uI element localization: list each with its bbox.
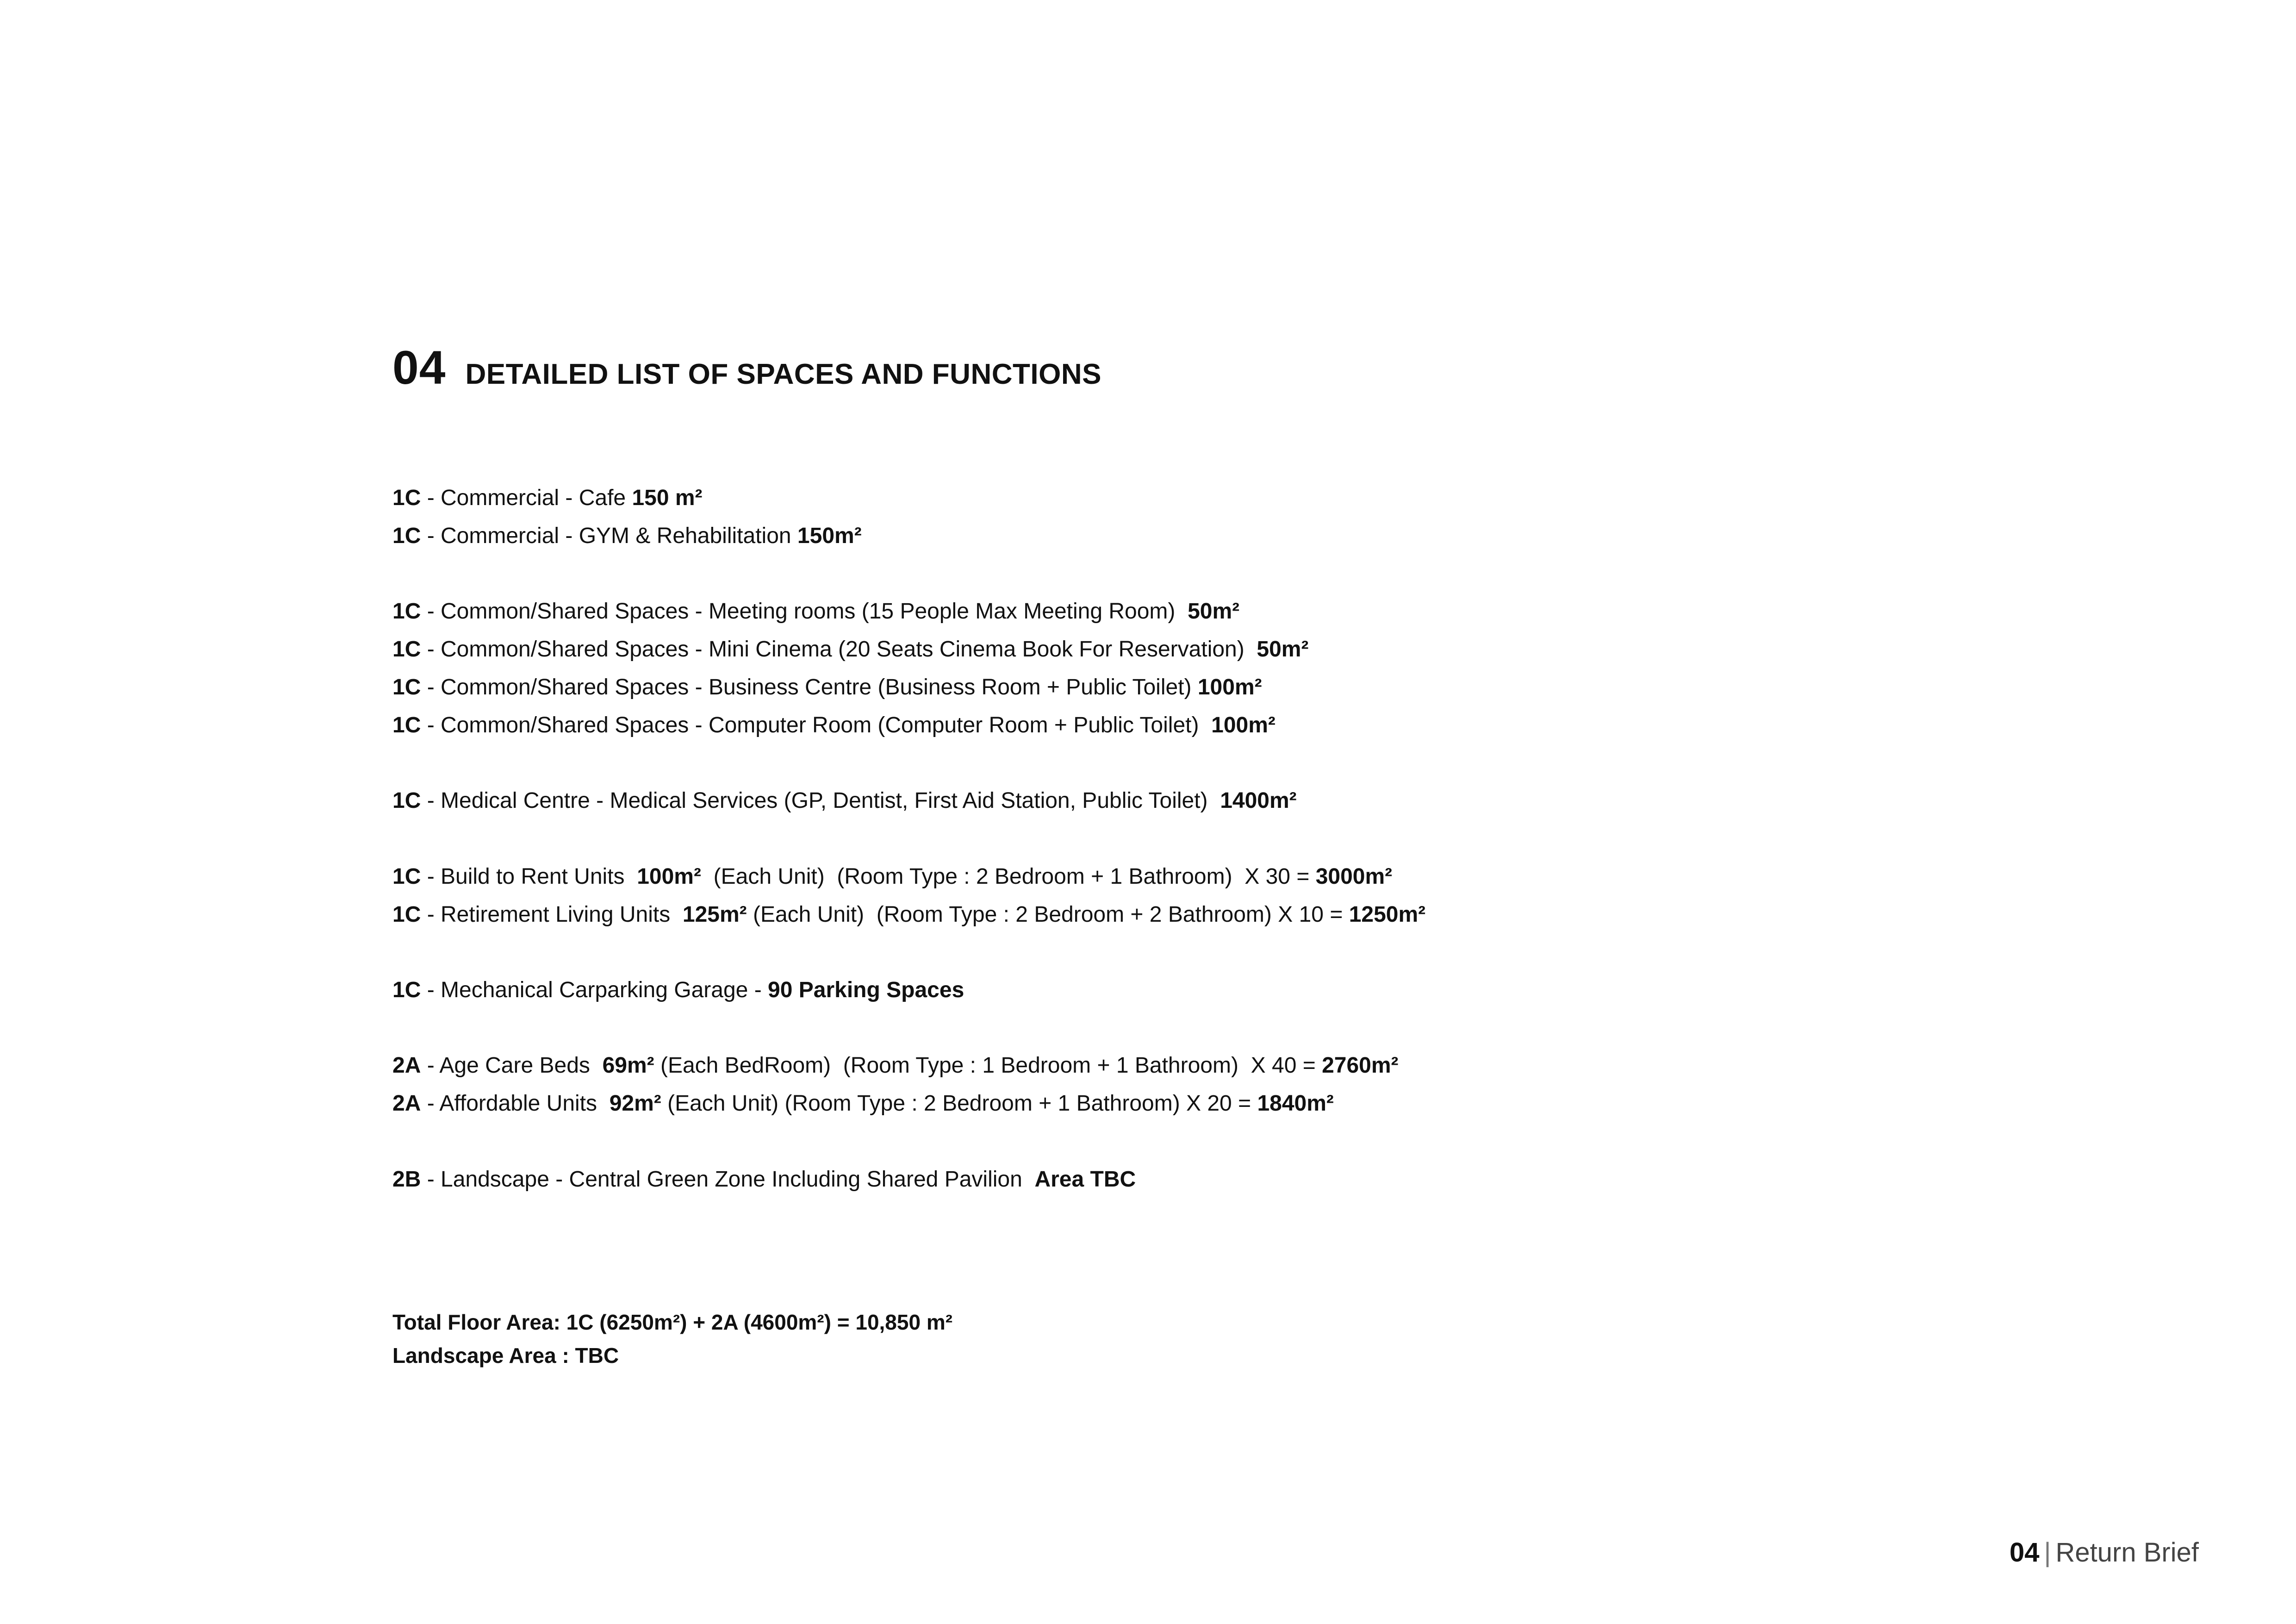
space-item — [392, 636, 1308, 663]
space-description: - Commercial - Cafe — [421, 486, 632, 510]
space-code: 1C — [392, 902, 421, 927]
space-area: 1400m² — [1220, 788, 1297, 813]
space-item — [392, 1090, 1334, 1118]
space-description: - Medical Centre - Medical Services (GP, Dentist, First Aid Station, Public Toilet) — [421, 788, 1220, 813]
space-area: 150m² — [797, 524, 862, 548]
space-description: - Common/Shared Spaces - Meeting rooms (15 People Max Meeting Room) — [421, 599, 1188, 624]
space-description: - Commercial - GYM & Rehabilitation — [421, 524, 797, 548]
total-floor-area: Total Floor Area: 1C (6250m²) + 2A (4600m²) = 10,850 m² — [392, 1310, 953, 1334]
space-area: 90 Parking Spaces — [768, 978, 964, 1002]
section-heading — [392, 341, 1101, 395]
space-code: 2B — [392, 1167, 421, 1192]
space-code: 1C — [392, 675, 421, 700]
space-area: Area TBC — [1034, 1167, 1136, 1192]
space-area: 50m² — [1257, 637, 1309, 662]
space-description: - Common/Shared Spaces - Computer Room (Computer Room + Public Toilet) — [421, 713, 1212, 737]
space-detail: (Each BedRoom) (Room Type : 1 Bedroom + 1 Bathroom) X 40 = — [654, 1053, 1322, 1078]
space-area: 50m² — [1188, 599, 1240, 624]
space-item — [392, 901, 1425, 929]
space-item — [392, 787, 1297, 815]
space-detail: (Each Unit) (Room Type : 2 Bedroom + 1 Bathroom) X 20 = — [661, 1091, 1257, 1116]
page-footer — [2010, 1537, 2199, 1568]
space-description: - Build to Rent Units — [421, 864, 637, 889]
section-title: DETAILED LIST OF SPACES AND FUNCTIONS — [465, 358, 1101, 390]
space-detail: (Each Unit) (Room Type : 2 Bedroom + 2 Bathroom) X 10 = — [747, 902, 1349, 927]
space-code: 1C — [392, 486, 421, 510]
section-number: 04 — [392, 341, 446, 394]
landscape-area: Landscape Area : TBC — [392, 1343, 619, 1368]
space-description: - Landscape - Central Green Zone Including Shared Pavilion — [421, 1167, 1035, 1192]
page-number: 04 — [2009, 1537, 2040, 1568]
space-description: - Retirement Living Units — [421, 902, 683, 927]
space-total: 3000m² — [1315, 864, 1393, 889]
space-code: 1C — [392, 599, 421, 624]
space-code: 1C — [392, 864, 421, 889]
space-code: 2A — [392, 1091, 421, 1116]
space-code: 2A — [392, 1053, 421, 1078]
space-item — [392, 863, 1392, 891]
space-area: 100m² — [1197, 675, 1262, 700]
footer-section-title: Return Brief — [2055, 1537, 2199, 1568]
footer-separator: | — [2044, 1537, 2051, 1568]
space-area: 92m² — [609, 1091, 661, 1116]
space-code: 1C — [392, 637, 421, 662]
space-code: 1C — [392, 978, 421, 1002]
space-code: 1C — [392, 524, 421, 548]
space-area: 100m² — [637, 864, 701, 889]
space-item — [392, 1166, 1136, 1193]
space-description: - Mechanical Carparking Garage - — [421, 978, 768, 1002]
space-code: 1C — [392, 788, 421, 813]
space-description: - Affordable Units — [421, 1091, 610, 1116]
space-total: 1250m² — [1349, 902, 1426, 927]
space-total: 1840m² — [1257, 1091, 1334, 1116]
space-area: 150 m² — [632, 486, 703, 510]
space-item — [392, 712, 1276, 739]
space-area: 100m² — [1211, 713, 1276, 737]
space-description: - Age Care Beds — [421, 1053, 603, 1078]
space-area: 69m² — [602, 1053, 654, 1078]
space-area: 125m² — [682, 902, 747, 927]
space-item — [392, 976, 964, 1004]
space-detail: (Each Unit) (Room Type : 2 Bedroom + 1 Bathroom) X 30 = — [701, 864, 1316, 889]
space-description: - Common/Shared Spaces - Mini Cinema (20 Seats Cinema Book For Reservation) — [421, 637, 1257, 662]
space-code: 1C — [392, 713, 421, 737]
space-item — [392, 674, 1262, 701]
space-item — [392, 598, 1239, 625]
space-item — [392, 522, 862, 550]
space-description: - Common/Shared Spaces - Business Centre (Business Room + Public Toilet) — [421, 675, 1198, 700]
space-item — [392, 484, 703, 512]
space-total: 2760m² — [1322, 1053, 1399, 1078]
space-item — [392, 1052, 1399, 1080]
